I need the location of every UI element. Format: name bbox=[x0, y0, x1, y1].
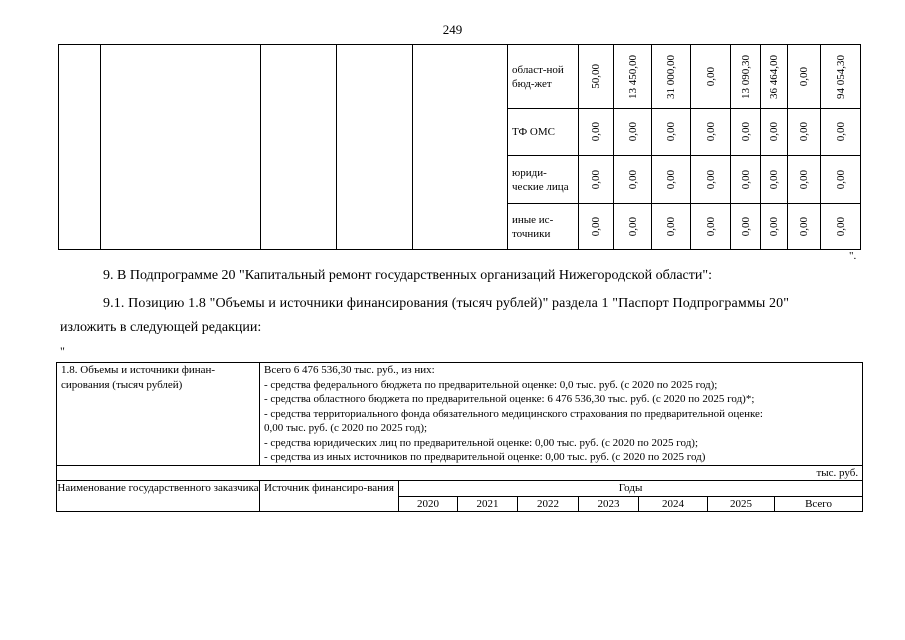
description-line: - средства федерального бюджета по предварительной оценке: 0,0 тыс. руб. (с 2020 по 2025 год); bbox=[264, 378, 718, 391]
page-number: 249 bbox=[442, 22, 463, 37]
value-cell: 0,00 bbox=[614, 109, 652, 156]
empty-cell bbox=[101, 45, 261, 250]
value-cell: 0,00 bbox=[821, 156, 861, 204]
source-label: иные ис-точники bbox=[508, 204, 579, 250]
financing-description bbox=[260, 363, 863, 466]
paragraph-9-1-line-1: 9.1. Позицию 1.8 "Объемы и источники финансирования (тысяч рублей)" раздела 1 "Паспорт Подпрограммы 20" bbox=[103, 296, 790, 311]
value-cell: 0,00 bbox=[691, 156, 731, 204]
value-cell: 0,00 bbox=[788, 109, 821, 156]
source-label: юриди-ческие лица bbox=[508, 156, 579, 204]
source-label: област-ной бюд-жет bbox=[508, 45, 579, 109]
table-row bbox=[57, 465, 863, 481]
source-label: ТФ ОМС bbox=[508, 109, 579, 156]
value-cell: 0,00 bbox=[731, 156, 761, 204]
value-cell: 13 450,00 bbox=[614, 45, 652, 109]
value-cell: 0,00 bbox=[614, 156, 652, 204]
total-header: Всего bbox=[775, 496, 863, 512]
value-cell: 31 000,00 bbox=[652, 45, 691, 109]
year-header: 2021 bbox=[458, 496, 518, 512]
value-cell: 13 090,30 bbox=[731, 45, 761, 109]
empty-cell bbox=[261, 45, 337, 250]
opening-quote: " bbox=[60, 344, 65, 358]
value-cell: 0,00 bbox=[691, 109, 731, 156]
value-cell: 0,00 bbox=[788, 156, 821, 204]
description-line: - средства из иных источников по предварительной оценке: 0,00 тыс. руб. (с 2020 по 2025 год) bbox=[264, 451, 706, 463]
empty-cell bbox=[59, 45, 101, 250]
year-header: 2022 bbox=[518, 496, 579, 512]
description-line: 0,00 тыс. руб. (с 2020 по 2025 год); bbox=[264, 422, 428, 434]
value-cell: 0,00 bbox=[761, 109, 788, 156]
value-cell: 0,00 bbox=[821, 109, 861, 156]
value-cell: 0,00 bbox=[788, 204, 821, 250]
value-cell: 0,00 bbox=[579, 109, 614, 156]
table-row bbox=[57, 363, 863, 466]
empty-cell bbox=[337, 45, 413, 250]
value-cell: 94 054,30 bbox=[821, 45, 861, 109]
financing-table-continuation bbox=[58, 44, 861, 250]
value-cell: 0,00 bbox=[821, 204, 861, 250]
value-cell: 0,00 bbox=[761, 156, 788, 204]
header-customer: Наименование государственного заказчика bbox=[57, 481, 260, 512]
value-cell: 0,00 bbox=[652, 204, 691, 250]
value-cell: 0,00 bbox=[614, 204, 652, 250]
value-cell: 0,00 bbox=[731, 204, 761, 250]
unit-label: тыс. руб. bbox=[57, 465, 863, 481]
year-header: 2025 bbox=[708, 496, 775, 512]
value-cell: 0,00 bbox=[652, 109, 691, 156]
year-header: 2024 bbox=[639, 496, 708, 512]
description-line: - средства территориального фонда обязательного медицинского страхования по предварительной оценке: bbox=[264, 407, 763, 420]
year-header: 2023 bbox=[579, 496, 639, 512]
passport-table bbox=[56, 362, 863, 512]
value-cell: 0,00 bbox=[652, 156, 691, 204]
value-cell: 0,00 bbox=[788, 45, 821, 109]
value-cell: 36 464,00 bbox=[761, 45, 788, 109]
header-years: Годы bbox=[399, 481, 863, 497]
description-line: Всего 6 476 536,30 тыс. руб., из них: bbox=[264, 364, 435, 376]
value-cell: 0,00 bbox=[761, 204, 788, 250]
table-row bbox=[57, 481, 863, 497]
value-cell: 50,00 bbox=[579, 45, 614, 109]
value-cell: 0,00 bbox=[731, 109, 761, 156]
value-cell: 0,00 bbox=[579, 204, 614, 250]
header-source: Источник финансиро-вания bbox=[260, 481, 399, 512]
paragraph-9-1-line-2: изложить в следующей редакции: bbox=[60, 320, 262, 335]
year-header: 2020 bbox=[399, 496, 458, 512]
table-row bbox=[59, 45, 861, 109]
closing-quote: ". bbox=[849, 250, 857, 262]
empty-cell bbox=[413, 45, 508, 250]
value-cell: 0,00 bbox=[691, 45, 731, 109]
description-line: - средства областного бюджета по предварительной оценке: 6 476 536,30 тыс. руб. (с 2020 по 2025 год)*; bbox=[264, 393, 755, 405]
value-cell: 0,00 bbox=[579, 156, 614, 204]
position-label: 1.8. Объемы и источники финан-сирования (тысяч рублей) bbox=[57, 363, 260, 466]
description-line: - средства юридических лиц по предварительной оценке: 0,00 тыс. руб. (с 2020 по 2025 год); bbox=[264, 436, 699, 449]
paragraph-9: 9. В Подпрограмме 20 "Капитальный ремонт государственных организаций Нижегородской области": bbox=[103, 268, 712, 283]
value-cell: 0,00 bbox=[691, 204, 731, 250]
